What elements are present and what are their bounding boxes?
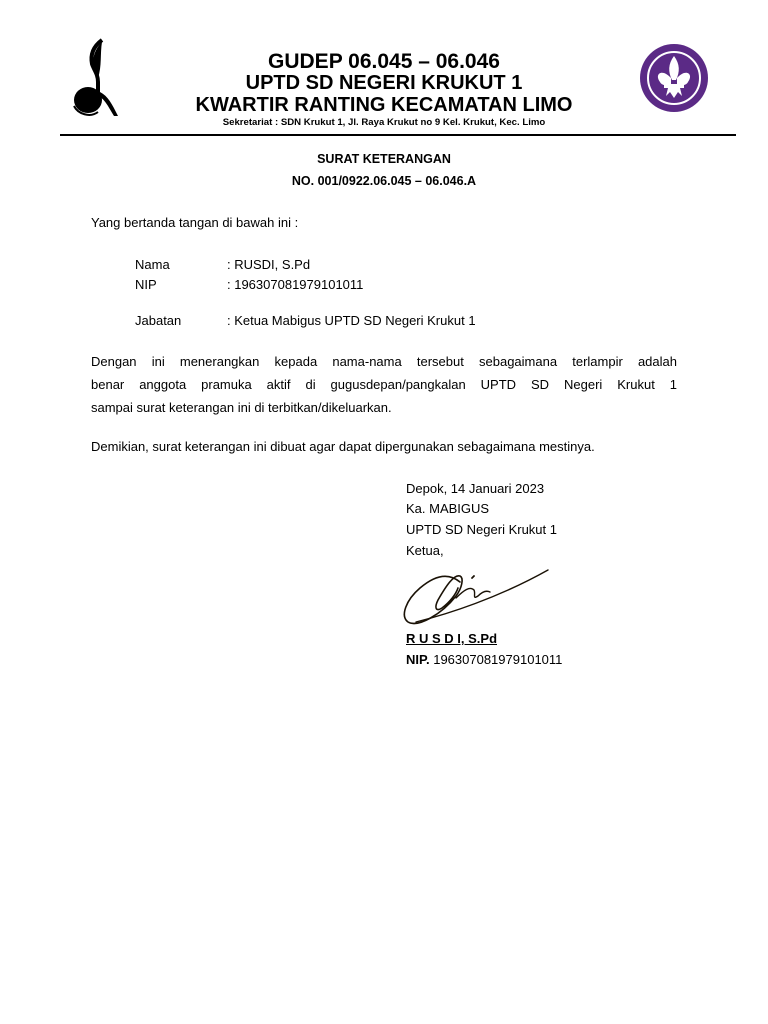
header-divider bbox=[60, 134, 736, 136]
field-value-nama: : RUSDI, S.Pd bbox=[227, 257, 311, 272]
signature-organization: UPTD SD Negeri Krukut 1 bbox=[406, 522, 557, 537]
body-line: benar anggota pramuka aktif di gugusdepan/pangkalan UPTD SD Negeri Krukut 1 bbox=[91, 377, 677, 392]
field-label-jabatan: Jabatan bbox=[135, 313, 182, 328]
header-school: UPTD SD NEGERI KRUKUT 1 bbox=[245, 72, 523, 94]
field-value-nip: : 196307081979101011 bbox=[227, 277, 364, 292]
tunas-kelapa-icon bbox=[68, 38, 126, 118]
nip-label: NIP. bbox=[406, 652, 430, 667]
field-value-jabatan: : Ketua Mabigus UPTD SD Negeri Krukut 1 bbox=[227, 313, 476, 328]
field-label-nip: NIP bbox=[135, 277, 157, 292]
scout-fleur-de-lis-icon bbox=[638, 42, 710, 114]
field-label-nama: Nama bbox=[135, 257, 170, 272]
body-line: Dengan ini menerangkan kepada nama-nama tersebut sebagaimana terlampir adalah bbox=[91, 354, 677, 369]
intro-text: Yang bertanda tangan di bawah ini : bbox=[91, 215, 299, 230]
header-secretariat: Sekretariat : SDN Krukut 1, Jl. Raya Krukut no 9 Kel. Krukut, Kec. Limo bbox=[222, 117, 546, 128]
document-title: SURAT KETERANGAN bbox=[317, 152, 451, 166]
signature-position: Ka. MABIGUS bbox=[406, 501, 490, 516]
body-paragraph bbox=[91, 350, 677, 419]
signature-role: Ketua, bbox=[406, 543, 444, 558]
signature-place-date: Depok, 14 Januari 2023 bbox=[406, 481, 545, 496]
body-line: sampai surat keterangan ini di terbitkan/dikeluarkan. bbox=[91, 400, 392, 415]
header-kwartir: KWARTIR RANTING KECAMATAN LIMO bbox=[195, 94, 573, 116]
nip-value: 196307081979101011 bbox=[429, 652, 563, 667]
closing-text: Demikian, surat keterangan ini dibuat agar dapat dipergunakan sebagaimana mestinya. bbox=[91, 439, 595, 454]
signature-nip bbox=[406, 652, 562, 667]
header-gudep: GUDEP 06.045 – 06.046 bbox=[268, 50, 500, 73]
handwritten-signature bbox=[398, 564, 558, 630]
signature-name: R U S D I, S.Pd bbox=[406, 631, 498, 646]
document-number: NO. 001/0922.06.045 – 06.046.A bbox=[291, 174, 477, 188]
